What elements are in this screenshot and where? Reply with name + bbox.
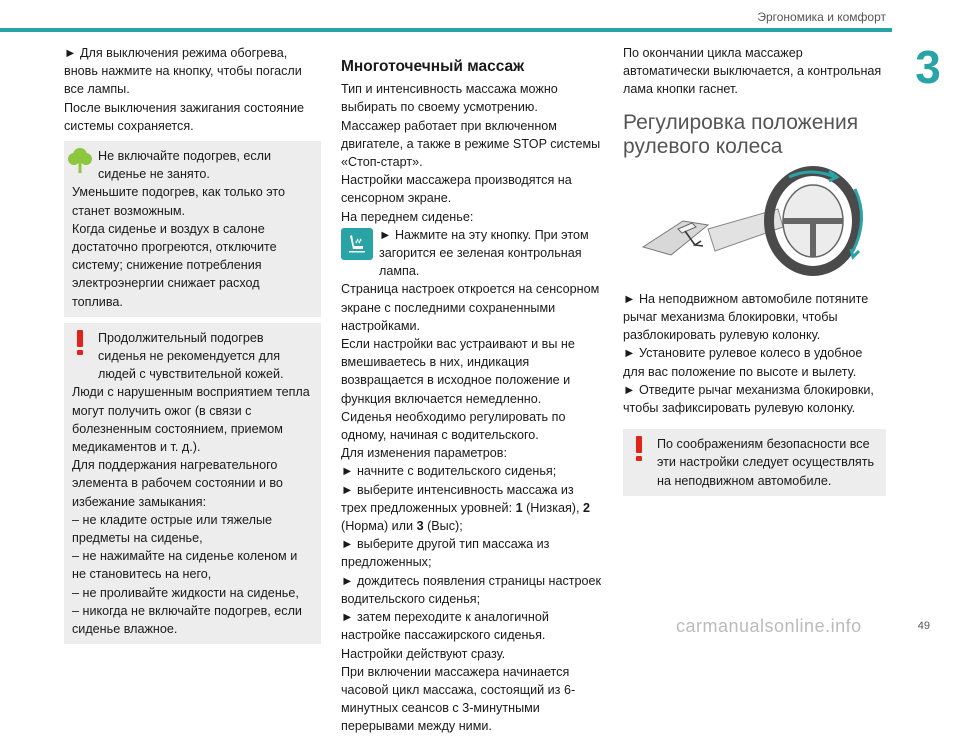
paragraph: ► На неподвижном автомобиле потяните рычаг механизма блокировки, чтобы разблокировать рулевую колонку. xyxy=(623,291,869,343)
seat-massage-icon-glyph xyxy=(345,232,369,256)
paragraph: ► дождитесь появления страницы настроек водительского сиденья; xyxy=(341,573,602,606)
seat-button-row xyxy=(341,226,602,281)
paragraph: ► Нажмите на эту кнопку. При этом загорится ее зеленая контрольная лампа. xyxy=(379,227,589,279)
paragraph: ► Для выключения режима обогрева, вновь нажмите на кнопку, чтобы погасли все лампы. xyxy=(64,46,302,97)
eco-tree-icon xyxy=(66,145,94,175)
steering-wheel-illustration xyxy=(623,169,886,277)
paragraph: Сиденья необходимо регулировать по одному, начиная с водительского. xyxy=(341,409,566,443)
warning-callout xyxy=(64,323,321,644)
column-middle xyxy=(341,44,602,736)
warning-exclamation-icon xyxy=(625,433,653,463)
header-accent-bar xyxy=(0,28,892,32)
warning-exclamation-icon xyxy=(66,327,94,357)
paragraph: ► выберите другой тип массажа из предложенных; xyxy=(341,537,550,570)
callout-text: Продолжительный подогрев сиденья не рекомендуется для людей с чувствительной кожей. xyxy=(98,330,284,382)
seat-massage-icon xyxy=(341,228,373,260)
paragraph: ► Отведите рычаг механизма блокировки, чтобы зафиксировать рулевую колонку. xyxy=(623,382,874,416)
column-left xyxy=(64,44,321,648)
paragraph: При включении массажера начинается часовой цикл массажа, состоящий из 6-минутных сеансов с 3-минутными перерывами между ними. xyxy=(341,664,576,734)
text-run: (Норма) или xyxy=(341,519,417,534)
callout-text: Для поддержания нагревательного элемента в рабочем состоянии и во избежание замыкания: xyxy=(72,458,283,509)
text-run: ► выберите интенсивность массажа из трех предложенных уровней: xyxy=(341,482,574,515)
paragraph: По окончании цикла массажер автоматически выключается, а контрольная лама кнопки гаснет. xyxy=(623,46,882,97)
text-run: (Выс); xyxy=(423,519,463,534)
level-low: 1 xyxy=(515,500,523,515)
paragraph xyxy=(341,481,602,536)
chapter-number: 3 xyxy=(915,41,941,93)
section-heading: Многоточечный массаж xyxy=(341,58,525,75)
callout-text: – никогда не включайте подогрев, если сиденье влажное. xyxy=(72,603,302,637)
callout-text: Когда сиденье и воздух в салоне достаточно прогреются, отключите систему; снижение потребления электроэнергии снижает расход топлива. xyxy=(72,221,277,309)
callout-text: Не включайте подогрев, если сиденье не занято. xyxy=(98,149,272,182)
page-number: 49 xyxy=(917,620,930,632)
paragraph: Настройки массажера производятся на сенсорном экране. xyxy=(341,173,572,206)
paragraph: Тип и интенсивность массажа можно выбирать по своему усмотрению. xyxy=(341,82,558,115)
paragraph: Массажер работает при включенном двигателе, а также в режиме STOP системы «Стоп-старт». xyxy=(341,118,601,170)
section-heading: Регулировка положения рулевого колеса xyxy=(623,110,859,158)
level-normal: 2 xyxy=(583,500,591,515)
paragraph: ► Установите рулевое колесо в удобное для вас положение по высоте и вылету. xyxy=(623,346,863,379)
paragraph: После выключения зажигания состояние системы сохраняется. xyxy=(64,100,305,133)
level-high: 3 xyxy=(416,519,424,534)
paragraph: Для изменения параметров: xyxy=(341,446,507,461)
paragraph: На переднем сиденье: xyxy=(341,209,474,224)
callout-text: – не нажимайте на сиденье коленом и не становитесь на него, xyxy=(72,549,298,582)
paragraph: ► затем переходите к аналогичной настройке пассажирского сиденья. xyxy=(341,610,549,643)
column-right xyxy=(623,44,886,500)
paragraph: Страница настроек откроется на сенсорном экране с последними сохраненными настройками. xyxy=(341,282,600,333)
section-title: Эргономика и комфорт xyxy=(757,10,886,24)
callout-text: Уменьшите подогрев, как только это станет возможным. xyxy=(72,185,286,218)
text-run: (Низкая), xyxy=(522,500,583,515)
warning-callout xyxy=(623,429,886,496)
callout-text: – не кладите острые или тяжелые предметы на сиденье, xyxy=(72,512,273,546)
callout-text: Люди с нарушенным восприятием тепла могут получить ожог (в связи с болезненным состоянием, приемом медикаментов и т. д.). xyxy=(72,385,310,455)
paragraph: Если настройки вас устраивают и вы не вмешиваетесь в них, индикация возвращается в исходное положение и функция включается немедленно. xyxy=(341,337,575,406)
paragraph: ► начните с водительского сиденья; xyxy=(341,464,557,479)
paragraph: Настройки действуют сразу. xyxy=(341,646,506,661)
callout-text: По соображениям безопасности все эти настройки следует осуществлять на неподвижном автомобиле. xyxy=(657,437,875,488)
eco-callout xyxy=(64,141,321,317)
callout-text: – не проливайте жидкости на сиденье, xyxy=(72,585,299,600)
watermark: carmanualsonline.info xyxy=(676,616,862,636)
